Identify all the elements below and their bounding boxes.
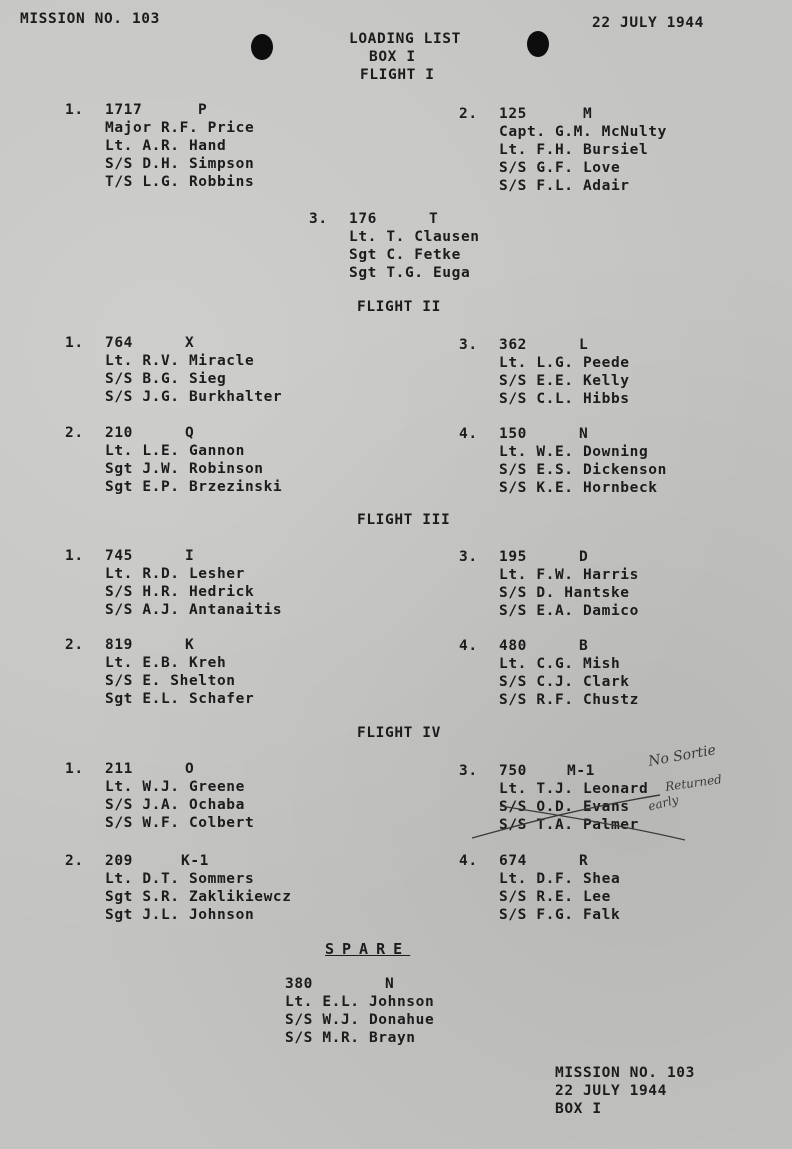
crew-member: S/S D. Hantske bbox=[499, 585, 630, 601]
entry-position: 3. bbox=[459, 763, 478, 779]
aircraft-letter: X bbox=[185, 335, 195, 351]
aircraft-letter: M-1 bbox=[567, 763, 595, 779]
entry-position: 4. bbox=[459, 426, 478, 442]
aircraft-number: 150 bbox=[499, 426, 527, 442]
crew-member: Lt. L.G. Peede bbox=[499, 355, 630, 371]
crew-member: S/S D.H. Simpson bbox=[105, 156, 255, 172]
entry-position: 3. bbox=[459, 337, 478, 353]
crew-member: S/S C.J. Clark bbox=[499, 674, 630, 690]
aircraft-letter: M bbox=[583, 106, 593, 122]
crew-member: S/S C.L. Hibbs bbox=[499, 391, 630, 407]
aircraft-number: 380 bbox=[285, 976, 313, 992]
crew-member: Lt. C.G. Mish bbox=[499, 656, 621, 672]
entry-position: 3. bbox=[309, 211, 328, 227]
crew-member: S/S F.L. Adair bbox=[499, 178, 630, 194]
aircraft-letter: D bbox=[579, 549, 589, 565]
footer-box: BOX I bbox=[555, 1101, 602, 1117]
crew-member: Lt. T.J. Leonard bbox=[499, 781, 649, 797]
crew-member: S/S B.G. Sieg bbox=[105, 371, 227, 387]
crew-member: S/S J.A. Ochaba bbox=[105, 797, 245, 813]
header-date: 22 JULY 1944 bbox=[592, 15, 704, 31]
aircraft-letter: K bbox=[185, 637, 195, 653]
crew-member: Lt. W.J. Greene bbox=[105, 779, 245, 795]
entry-position: 2. bbox=[65, 425, 84, 441]
crew-member: S/S G.F. Love bbox=[499, 160, 621, 176]
punch-hole-right bbox=[527, 31, 549, 57]
crew-member: Lt. D.F. Shea bbox=[499, 871, 621, 887]
crew-member: S/S K.E. Hornbeck bbox=[499, 480, 658, 496]
crew-member: Sgt S.R. Zaklikiewcz bbox=[105, 889, 292, 905]
crew-member: T/S L.G. Robbins bbox=[105, 174, 255, 190]
crew-member: S/S F.G. Falk bbox=[499, 907, 621, 923]
crew-member: S/S R.F. Chustz bbox=[499, 692, 639, 708]
aircraft-letter: L bbox=[579, 337, 589, 353]
title-flight-1: FLIGHT I bbox=[360, 67, 435, 83]
crew-member: Sgt E.P. Brzezinski bbox=[105, 479, 283, 495]
spare-title: SPARE bbox=[325, 940, 411, 958]
footer-date: 22 JULY 1944 bbox=[555, 1083, 667, 1099]
flight-4-title: FLIGHT IV bbox=[357, 725, 441, 741]
aircraft-number: 1717 bbox=[105, 102, 143, 118]
aircraft-number: 764 bbox=[105, 335, 133, 351]
crew-member: Sgt C. Fetke bbox=[349, 247, 461, 263]
crew-member: Major R.F. Price bbox=[105, 120, 255, 136]
title-loading-list: LOADING LIST bbox=[349, 31, 461, 47]
aircraft-number: 209 bbox=[105, 853, 133, 869]
aircraft-letter: T bbox=[429, 211, 439, 227]
crew-member: S/S T.A. Palmer bbox=[499, 817, 639, 833]
aircraft-letter: P bbox=[198, 102, 208, 118]
crew-member: S/S E.A. Damico bbox=[499, 603, 639, 619]
aircraft-number: 480 bbox=[499, 638, 527, 654]
aircraft-number: 819 bbox=[105, 637, 133, 653]
aircraft-letter: Q bbox=[185, 425, 195, 441]
entry-position: 2. bbox=[65, 637, 84, 653]
aircraft-number: 745 bbox=[105, 548, 133, 564]
punch-hole-left bbox=[251, 34, 273, 60]
aircraft-number: 362 bbox=[499, 337, 527, 353]
crew-member: S/S E.S. Dickenson bbox=[499, 462, 667, 478]
aircraft-number: 674 bbox=[499, 853, 527, 869]
crew-member: Lt. D.T. Sommers bbox=[105, 871, 255, 887]
header-mission: MISSION NO. 103 bbox=[20, 11, 160, 27]
crew-member: Sgt E.L. Schafer bbox=[105, 691, 255, 707]
aircraft-number: 750 bbox=[499, 763, 527, 779]
aircraft-letter: B bbox=[579, 638, 589, 654]
crew-member: Lt. W.E. Downing bbox=[499, 444, 649, 460]
crew-member: S/S W.J. Donahue bbox=[285, 1012, 435, 1028]
crew-member: Sgt J.W. Robinson bbox=[105, 461, 264, 477]
entry-position: 4. bbox=[459, 638, 478, 654]
crew-member: Lt. E.B. Kreh bbox=[105, 655, 227, 671]
aircraft-letter: R bbox=[579, 853, 589, 869]
annotation-early: early bbox=[646, 792, 680, 814]
crew-member: Sgt T.G. Euga bbox=[349, 265, 471, 281]
aircraft-number: 125 bbox=[499, 106, 527, 122]
entry-position: 4. bbox=[459, 853, 478, 869]
aircraft-letter: K-1 bbox=[181, 853, 209, 869]
crew-member: S/S A.J. Antanaitis bbox=[105, 602, 283, 618]
aircraft-letter: O bbox=[185, 761, 195, 777]
flight-3-title: FLIGHT III bbox=[357, 512, 451, 528]
aircraft-letter: I bbox=[185, 548, 195, 564]
crew-member: Lt. F.H. Bursiel bbox=[499, 142, 649, 158]
crew-member: Lt. E.L. Johnson bbox=[285, 994, 435, 1010]
crew-member: S/S E.E. Kelly bbox=[499, 373, 630, 389]
flight-2-title: FLIGHT II bbox=[357, 299, 441, 315]
aircraft-number: 211 bbox=[105, 761, 133, 777]
entry-position: 1. bbox=[65, 102, 84, 118]
annotation-no-sortie: No Sortie bbox=[647, 742, 718, 770]
aircraft-number: 195 bbox=[499, 549, 527, 565]
crew-member: S/S E. Shelton bbox=[105, 673, 236, 689]
aircraft-number: 210 bbox=[105, 425, 133, 441]
crew-member: Lt. R.V. Miracle bbox=[105, 353, 255, 369]
entry-position: 1. bbox=[65, 548, 84, 564]
crew-member: Lt. A.R. Hand bbox=[105, 138, 227, 154]
entry-position: 2. bbox=[65, 853, 84, 869]
title-box: BOX I bbox=[369, 49, 416, 65]
strike-line bbox=[460, 790, 700, 850]
entry-position: 3. bbox=[459, 549, 478, 565]
aircraft-letter: N bbox=[579, 426, 589, 442]
crew-member: Lt. L.E. Gannon bbox=[105, 443, 245, 459]
entry-position: 1. bbox=[65, 761, 84, 777]
entry-position: 1. bbox=[65, 335, 84, 351]
crew-member: S/S W.F. Colbert bbox=[105, 815, 255, 831]
crew-member: S/S J.G. Burkhalter bbox=[105, 389, 283, 405]
crew-member: S/S R.E. Lee bbox=[499, 889, 611, 905]
crew-member: S/S M.R. Brayn bbox=[285, 1030, 416, 1046]
crew-member: Lt. R.D. Lesher bbox=[105, 566, 245, 582]
crew-member: Lt. F.W. Harris bbox=[499, 567, 639, 583]
footer-mission: MISSION NO. 103 bbox=[555, 1065, 695, 1081]
crew-member: Capt. G.M. McNulty bbox=[499, 124, 667, 140]
crew-member: Sgt J.L. Johnson bbox=[105, 907, 255, 923]
crew-member: Lt. T. Clausen bbox=[349, 229, 480, 245]
crew-member: S/S H.R. Hedrick bbox=[105, 584, 255, 600]
aircraft-letter: N bbox=[385, 976, 395, 992]
entry-position: 2. bbox=[459, 106, 478, 122]
crew-member: S/S O.D. Evans bbox=[499, 799, 630, 815]
aircraft-number: 176 bbox=[349, 211, 377, 227]
annotation-returned: Returned bbox=[664, 772, 723, 794]
